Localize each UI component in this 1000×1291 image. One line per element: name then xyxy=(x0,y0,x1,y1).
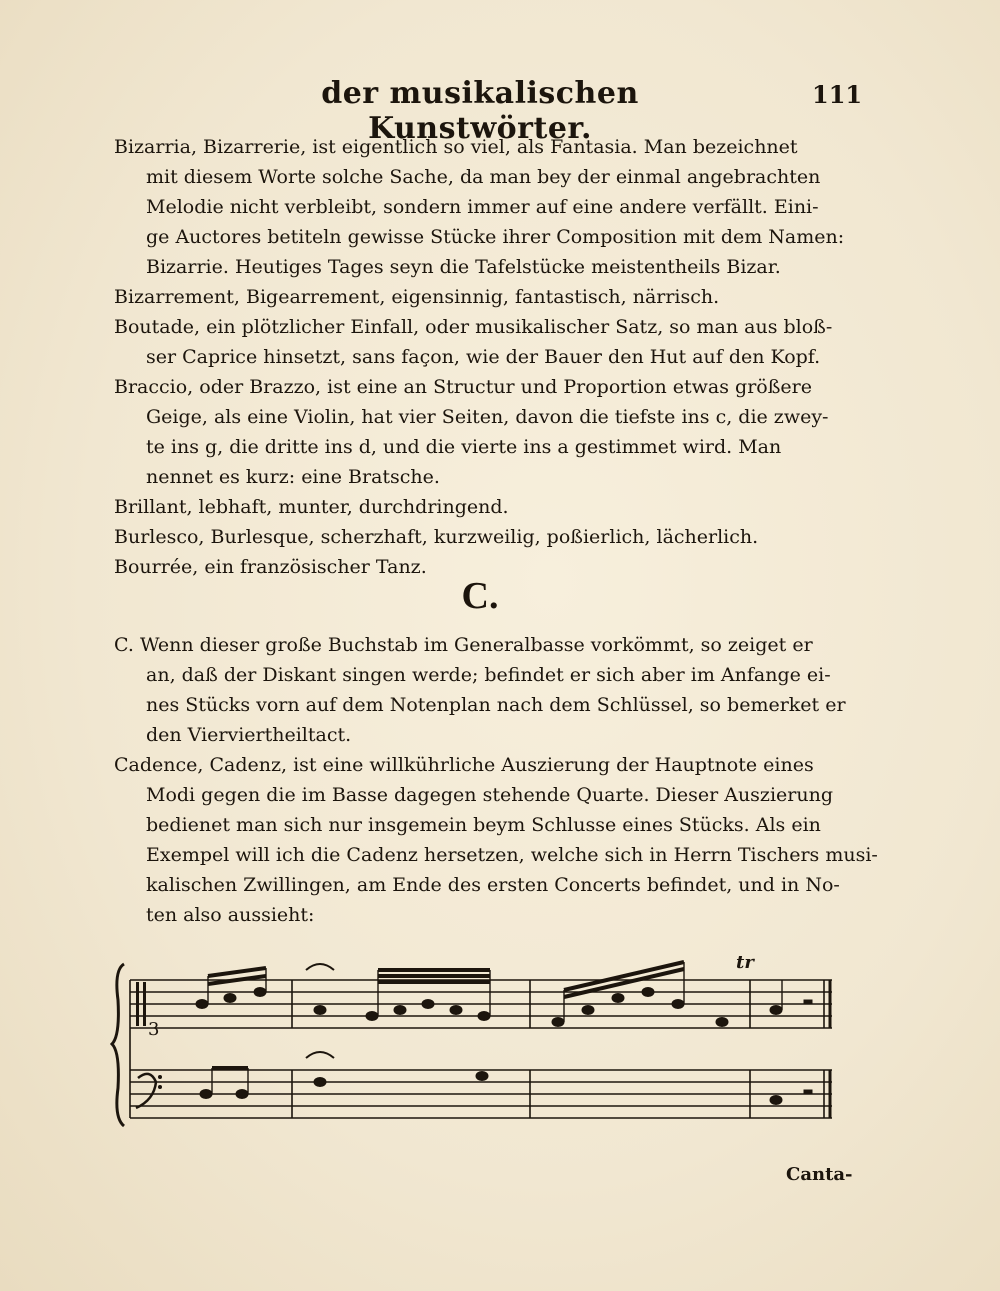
text-line: an, daß der Diskant singen werde; befindet er sich aber im Anfange ei- xyxy=(146,664,831,686)
entry-bizarria xyxy=(114,132,854,282)
section-heading-c: C. xyxy=(461,575,499,617)
notes-treble xyxy=(196,962,812,1027)
text-line: Melodie nicht verbleibt, sondern immer auf eine andere verfällt. Eini- xyxy=(146,196,819,218)
text-line: Bourrée, ein französischer Tanz. xyxy=(114,556,427,578)
entries-b xyxy=(114,132,854,582)
page-number: 111 xyxy=(812,80,863,109)
text-line: ten also aussieht: xyxy=(146,904,315,926)
brace xyxy=(112,964,124,1126)
text-line: Brillant, lebhaft, munter, durchdringend. xyxy=(114,496,509,518)
text-line: Modi gegen die im Basse dagegen stehende Quarte. Dieser Auszierung xyxy=(146,784,833,806)
catchword: Canta- xyxy=(786,1164,853,1185)
text-line: Burlesco, Burlesque, scherzhaft, kurzweilig, poßierlich, lächerlich. xyxy=(114,526,759,548)
entries-c xyxy=(114,630,878,930)
time-signature: 3 xyxy=(148,1019,160,1040)
text-line: Bizarria, Bizarrerie, ist eigentlich so viel, als Fantasia. Man bezeichnet xyxy=(114,136,798,158)
text-line: mit diesem Worte solche Sache, da man bey der einmal angebrachten xyxy=(146,166,821,188)
text-line: nennet es kurz: eine Bratsche. xyxy=(146,466,440,488)
running-title: der musikalischen Kunstwörter. xyxy=(321,76,639,146)
clefs xyxy=(136,982,162,1108)
music-example xyxy=(110,940,850,1150)
text-line: C. Wenn dieser große Buchstab im Generalbasse vorkömmt, so zeiget er xyxy=(114,634,813,656)
entry-c xyxy=(114,630,854,750)
text-line: Bizarrie. Heutiges Tages seyn die Tafelstücke meistentheils Bizar. xyxy=(146,256,781,278)
text-line: ge Auctores betiteln gewisse Stücke ihrer Composition mit dem Namen: xyxy=(146,226,845,248)
text-line: Braccio, oder Brazzo, ist eine an Structur und Proportion etwas größere xyxy=(114,376,812,398)
entry-brillant xyxy=(114,492,854,522)
text-line: Geige, als eine Violin, hat vier Seiten, davon die tiefste ins c, die zwey- xyxy=(146,406,829,428)
text-line: ser Caprice hinsetzt, sans façon, wie der Bauer den Hut auf den Kopf. xyxy=(146,346,821,368)
text-line: kalischen Zwillingen, am Ende des ersten Concerts befindet, und in No- xyxy=(146,874,840,896)
entry-boutade xyxy=(114,312,854,372)
text-line: nes Stücks vorn auf dem Notenplan nach dem Schlüssel, so bemerket er xyxy=(146,694,846,716)
entry-bizarrement xyxy=(114,282,854,312)
text-line: den Vierviertheiltact. xyxy=(146,724,352,746)
text-line: Exempel will ich die Cadenz hersetzen, welche sich in Herrn Tischers musi- xyxy=(146,844,878,866)
entry-braccio xyxy=(114,372,854,492)
text-line: Cadence, Cadenz, ist eine willkührliche Auszierung der Hauptnote eines xyxy=(114,754,814,776)
text-line: Boutade, ein plötzlicher Einfall, oder musikalischer Satz, so man aus bloß- xyxy=(114,316,833,338)
text-line: Bizarrement, Bigearrement, eigensinnig, fantastisch, närrisch. xyxy=(114,286,720,308)
text-line: te ins g, die dritte ins d, und die vierte ins a gestimmet wird. Man xyxy=(146,436,782,458)
trill-mark: tr xyxy=(736,952,754,973)
text-line: bedienet man sich nur insgemein beym Schlusse eines Stücks. Als ein xyxy=(146,814,821,836)
entry-cadence xyxy=(114,750,878,930)
entry-burlesco xyxy=(114,522,854,552)
